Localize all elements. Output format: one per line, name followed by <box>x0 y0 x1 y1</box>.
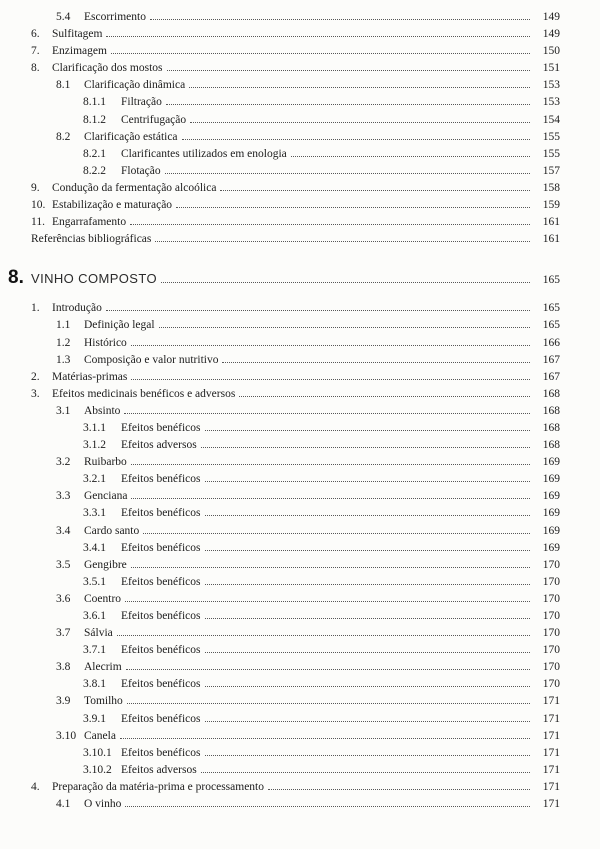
toc-item-number: 1.3 <box>56 353 71 366</box>
toc-row <box>31 456 560 473</box>
toc-page-number: 171 <box>542 763 560 776</box>
toc-row <box>31 131 560 148</box>
toc-page-number: 170 <box>542 661 560 674</box>
dotted-leader <box>182 139 530 140</box>
dotted-leader <box>205 686 530 687</box>
toc-row <box>31 507 560 524</box>
toc-page-number: 159 <box>542 199 560 212</box>
toc-item-number: 1. <box>31 302 40 315</box>
toc-item-number: 8.1 <box>56 79 71 92</box>
toc-page-number: 169 <box>542 541 560 554</box>
toc-row <box>31 695 560 712</box>
toc-item-number: 8.2.2 <box>83 164 106 177</box>
toc-page-number: 157 <box>542 164 560 177</box>
toc-item-number: 4. <box>31 780 40 793</box>
toc-page-number: 170 <box>542 592 560 605</box>
dotted-leader <box>126 669 530 670</box>
toc-row <box>31 764 560 781</box>
dotted-leader <box>239 396 530 397</box>
toc-item-label: Histórico <box>84 336 127 349</box>
toc-page-number: 170 <box>542 610 560 622</box>
toc-item-number: 3.7.1 <box>83 644 106 657</box>
toc-row <box>31 747 560 764</box>
toc-row <box>31 165 560 182</box>
dotted-leader <box>125 806 530 807</box>
toc-item-number: 3.8.1 <box>83 678 106 691</box>
dotted-leader <box>155 241 530 242</box>
toc-item-label: Alecrim <box>84 661 122 674</box>
dotted-leader <box>205 721 530 722</box>
toc-item-label: Introdução <box>52 302 102 315</box>
toc-row <box>31 678 560 695</box>
toc-item-label: Clarificação estática <box>84 130 178 143</box>
toc-page-number: 149 <box>542 11 560 23</box>
toc-item-label: Clarificação dinâmica <box>84 79 186 92</box>
toc-page-number: 168 <box>542 387 560 400</box>
toc-item-label: Efeitos benéficos <box>121 678 201 691</box>
dotted-leader <box>205 550 530 551</box>
toc-item-label: Efeitos benéficos <box>121 575 201 588</box>
toc-item-label: Composição e valor nutritivo <box>84 353 219 366</box>
toc-row <box>31 319 560 336</box>
toc-page-number: 171 <box>542 695 560 708</box>
toc-row <box>31 114 560 131</box>
toc-item-number: 8. <box>31 62 40 75</box>
toc-row <box>31 45 560 62</box>
toc-item-number: 6. <box>31 28 40 41</box>
toc-page-number: 155 <box>542 147 560 160</box>
toc-item-label: Efeitos medicinais benéficos e adversos <box>52 387 236 400</box>
dotted-leader <box>131 464 530 465</box>
toc-item-number: 8.1.1 <box>83 96 106 109</box>
toc-row <box>31 182 560 199</box>
toc-page-number: 153 <box>542 96 560 109</box>
toc-row <box>31 781 560 798</box>
toc-item-number: 3.1.2 <box>83 439 106 452</box>
toc-page-number: 169 <box>542 507 560 520</box>
toc-row <box>31 11 560 28</box>
toc-item-label: Cardo santo <box>84 524 140 537</box>
dotted-leader <box>291 156 530 157</box>
toc-page-number: 171 <box>542 729 560 742</box>
toc-row <box>31 439 560 456</box>
dotted-leader <box>106 36 530 37</box>
toc-row <box>31 559 560 576</box>
toc-row <box>31 713 560 730</box>
toc-page-number: 166 <box>542 336 560 349</box>
dotted-leader <box>131 345 530 346</box>
toc-page-number: 170 <box>542 644 560 657</box>
dotted-leader <box>127 703 530 704</box>
dotted-leader <box>131 567 530 568</box>
toc-row <box>31 422 560 439</box>
toc-item-number: 2. <box>31 370 40 383</box>
toc-page-number: 155 <box>542 130 560 143</box>
toc-item-number: 3.3.1 <box>83 507 106 520</box>
toc-page-number: 165 <box>542 319 560 332</box>
toc-item-label: Sulfitagem <box>52 28 103 41</box>
toc-row <box>31 79 560 96</box>
toc-item-label: Ruibarbo <box>84 456 127 469</box>
toc-item-label: Sálvia <box>84 627 113 640</box>
toc-item-number: 8.2.1 <box>83 147 106 160</box>
toc-item-label: Matérias-primas <box>52 370 128 383</box>
dotted-leader <box>205 584 530 585</box>
toc-row <box>31 388 560 405</box>
dotted-leader <box>205 481 530 482</box>
toc-item-label: Efeitos benéficos <box>121 421 201 434</box>
toc-item-number: 3.5.1 <box>83 575 106 588</box>
toc-page-number: 154 <box>542 113 560 126</box>
toc-page-number: 168 <box>542 404 560 417</box>
toc-item-number: 11. <box>31 216 45 229</box>
toc-item-number: 3.8 <box>56 661 71 674</box>
toc-item-number: 1.1 <box>56 319 71 332</box>
dotted-leader <box>130 224 530 225</box>
dotted-leader <box>205 430 530 431</box>
toc-row <box>31 473 560 490</box>
dotted-leader <box>201 772 530 773</box>
toc-page-number: 170 <box>542 627 560 640</box>
toc-page-number: 161 <box>542 216 560 229</box>
toc-item-label: Flotação <box>121 164 161 177</box>
toc-item-number: 3.7 <box>56 627 71 640</box>
toc-page-number: 169 <box>542 524 560 537</box>
toc-page-number: 171 <box>542 746 560 759</box>
chapter-number: 8. <box>8 267 24 289</box>
toc-item-label: Definição legal <box>84 319 155 332</box>
toc-item-number: 3.6 <box>56 592 71 605</box>
toc-item-number: 3.1.1 <box>83 421 106 434</box>
toc-item-label: Estabilização e maturação <box>52 199 173 212</box>
dotted-leader <box>165 173 530 174</box>
toc-item-label: Referências bibliográficas <box>31 233 152 246</box>
dotted-leader <box>111 53 530 54</box>
toc-row <box>31 148 560 165</box>
toc-row <box>31 354 560 371</box>
dotted-leader <box>205 515 530 516</box>
toc-item-number: 8.2 <box>56 130 71 143</box>
toc-row <box>31 490 560 507</box>
dotted-leader <box>220 190 530 191</box>
toc-row <box>31 371 560 388</box>
toc-page-number: 170 <box>542 678 560 691</box>
toc-item-label: Condução da fermentação alcoólica <box>52 181 217 194</box>
toc-row <box>31 28 560 45</box>
toc-item-label: Coentro <box>84 592 122 605</box>
toc-page-number: 165 <box>542 302 560 315</box>
toc-item-label: Enzimagem <box>52 45 107 58</box>
toc-item-label: Gengibre <box>84 558 127 571</box>
toc-row <box>31 405 560 422</box>
toc-row <box>31 233 560 250</box>
toc-page-number: 171 <box>542 780 560 793</box>
toc-page-number: 158 <box>542 181 560 194</box>
toc-row <box>31 661 560 678</box>
toc-page-number: 168 <box>542 421 560 434</box>
dotted-leader <box>106 310 530 311</box>
toc-row <box>31 798 560 815</box>
chapter-heading-row <box>8 267 560 289</box>
dotted-leader <box>125 601 530 602</box>
toc-item-number: 3.3 <box>56 490 71 503</box>
dotted-leader <box>205 618 530 619</box>
toc-item-number: 3.10.1 <box>83 746 112 759</box>
toc-page-number: 151 <box>542 62 560 75</box>
toc-item-label: Efeitos adversos <box>121 439 197 452</box>
toc-item-number: 3.2.1 <box>83 473 106 486</box>
toc-item-label: Efeitos benéficos <box>121 473 201 486</box>
toc-item-number: 3.1 <box>56 404 71 417</box>
toc-page-number: 167 <box>542 370 560 383</box>
toc-page-number: 170 <box>542 558 560 571</box>
toc-item-number: 8.1.2 <box>83 113 106 126</box>
toc-item-label: Absinto <box>84 404 121 417</box>
toc-item-label: Efeitos benéficos <box>121 746 201 759</box>
toc-page-number: 167 <box>542 353 560 366</box>
toc-item-number: 3.4.1 <box>83 541 106 554</box>
toc-item-label: Efeitos benéficos <box>121 712 201 725</box>
toc-item-label: Escorrimento <box>84 11 146 23</box>
toc-page-number: 169 <box>542 473 560 486</box>
toc-page-number: 171 <box>542 712 560 725</box>
toc-page-number: 168 <box>542 439 560 452</box>
toc-page-number: 149 <box>542 28 560 41</box>
toc-row <box>31 576 560 593</box>
dotted-leader <box>117 635 530 636</box>
toc-item-label: Efeitos adversos <box>121 763 197 776</box>
toc-item-number: 3.4 <box>56 524 71 537</box>
toc-item-number: 3.5 <box>56 558 71 571</box>
toc-item-label: Centrifugação <box>121 113 187 126</box>
dotted-leader <box>143 533 530 534</box>
dotted-leader <box>131 379 530 380</box>
toc-item-number: 1.2 <box>56 336 71 349</box>
dotted-leader <box>161 282 530 283</box>
toc-item-number: 3.10 <box>56 729 77 742</box>
toc-page-number: 161 <box>542 233 560 246</box>
toc-item-label: Efeitos benéficos <box>121 644 201 657</box>
toc-item-number: 5.4 <box>56 11 71 23</box>
toc-row <box>31 644 560 661</box>
toc-item-number: 3.9.1 <box>83 712 106 725</box>
dotted-leader <box>150 19 530 20</box>
toc-item-label: Efeitos benéficos <box>121 541 201 554</box>
toc-page-number: 169 <box>542 490 560 503</box>
toc-item-number: 4.1 <box>56 798 71 811</box>
toc-item-number: 3.2 <box>56 456 71 469</box>
toc-row <box>31 542 560 559</box>
toc-item-number: 9. <box>31 181 40 194</box>
toc-row <box>31 337 560 354</box>
toc-page-number: 165 <box>542 274 560 287</box>
toc-row <box>31 610 560 627</box>
dotted-leader <box>131 498 530 499</box>
dotted-leader <box>205 652 530 653</box>
toc-page-number: 150 <box>542 45 560 58</box>
toc-row <box>31 62 560 79</box>
dotted-leader <box>120 738 530 739</box>
toc-page-number: 170 <box>542 575 560 588</box>
dotted-leader <box>268 789 530 790</box>
toc-row <box>31 627 560 644</box>
toc-row <box>31 593 560 610</box>
dotted-leader <box>201 447 530 448</box>
toc-row <box>31 730 560 747</box>
toc-page-number: 169 <box>542 456 560 469</box>
dotted-leader <box>167 70 530 71</box>
toc-item-number: 3. <box>31 387 40 400</box>
dotted-leader <box>205 755 530 756</box>
toc-item-number: 3.6.1 <box>83 610 106 622</box>
toc-item-number: 3.9 <box>56 695 71 708</box>
toc-item-number: 10. <box>31 199 46 212</box>
toc-item-label: Clarificação dos mostos <box>52 62 163 75</box>
toc-item-label: Engarrafamento <box>52 216 127 229</box>
toc-item-number: 7. <box>31 45 40 58</box>
dotted-leader <box>159 327 530 328</box>
dotted-leader <box>124 413 530 414</box>
toc-item-label: Efeitos benéficos <box>121 610 201 622</box>
chapter-title: VINHO COMPOSTO <box>31 271 157 287</box>
toc-item-label: Canela <box>84 729 116 742</box>
toc-list <box>8 11 560 815</box>
toc-row <box>31 199 560 216</box>
toc-page-number: 171 <box>542 798 560 811</box>
dotted-leader <box>166 104 530 105</box>
dotted-leader <box>222 362 530 363</box>
toc-page-number: 153 <box>542 79 560 92</box>
toc-item-label: Clarificantes utilizados em enologia <box>121 147 287 160</box>
toc-item-label: O vinho <box>84 798 122 811</box>
toc-item-label: Preparação da matéria-prima e processamento <box>52 780 265 793</box>
toc-item-label: Genciana <box>84 490 128 503</box>
toc-row <box>31 96 560 113</box>
toc-row <box>31 216 560 233</box>
toc-item-number: 3.10.2 <box>83 763 112 776</box>
toc-item-label: Efeitos benéficos <box>121 507 201 520</box>
dotted-leader <box>190 122 530 123</box>
toc-item-label: Filtração <box>121 96 162 109</box>
dotted-leader <box>189 87 530 88</box>
dotted-leader <box>176 207 530 208</box>
toc-item-label: Tomilho <box>84 695 123 708</box>
toc-row <box>31 302 560 319</box>
toc-row <box>31 525 560 542</box>
